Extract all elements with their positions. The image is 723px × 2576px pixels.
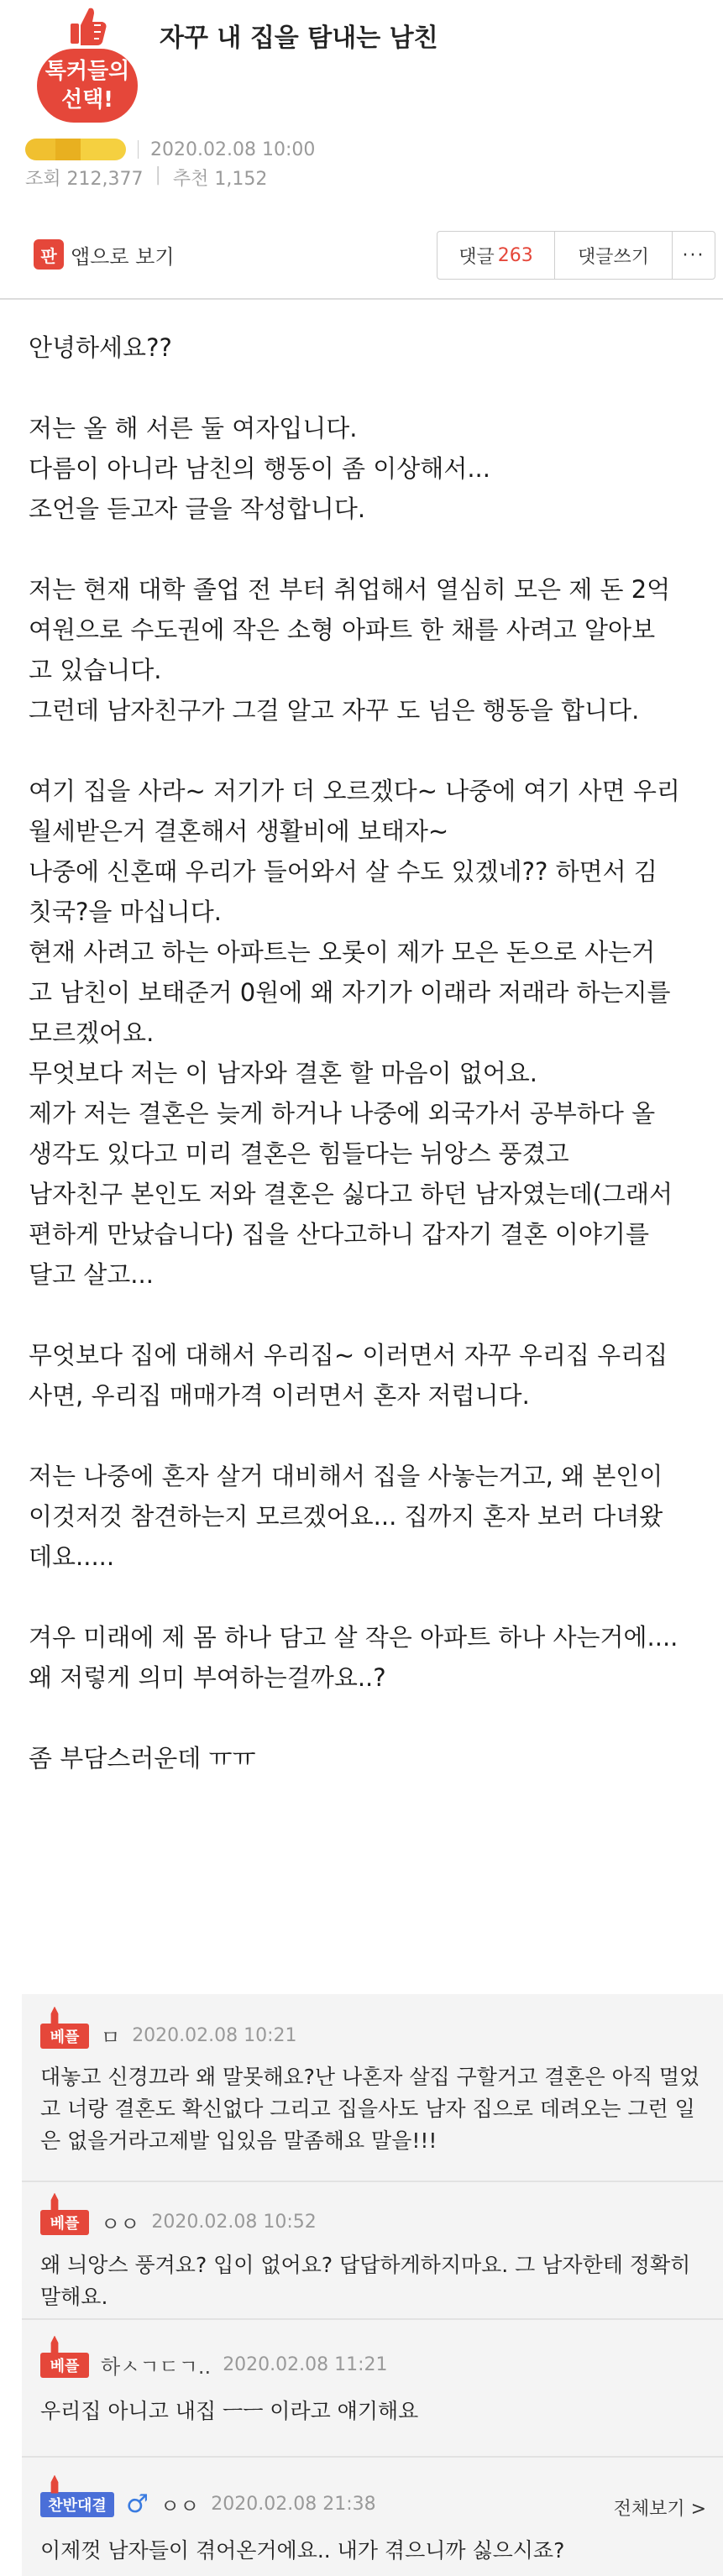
comment-item	[22, 1994, 723, 2162]
paragraph-gap	[29, 529, 700, 569]
comment-date: 2020.02.08 10:21	[132, 2025, 297, 2046]
recommend-count: 추천 1,152	[172, 169, 268, 190]
best-comments	[22, 1994, 723, 2576]
body-paragraph: 겨우 미래에 제 몸 하나 담고 살 작은 아파트 하나 사는거에.... 왜 저렇게 의미 부여하는걸까요..?	[29, 1623, 678, 1692]
open-in-app-label: 앱으로 보기	[71, 244, 175, 269]
pann-app-icon: 판	[34, 239, 64, 270]
write-comment-button[interactable]: 댓글쓰기	[555, 232, 673, 279]
divider: |	[155, 165, 161, 186]
paragraph-gap	[29, 1577, 700, 1617]
comment-text: 이제껏 남자들이 겪어온거에요.. 내가 겪으니까 싫으시죠?	[40, 2538, 565, 2563]
body-paragraph: 저는 현재 대학 졸업 전 부터 취업해서 열심히 모은 제 돈 2억 여원으로 수도권에 작은 소형 아파트 한 채를 사려고 알아보 고 있습니다. 그런데 남자친구가 그걸 알고 자꾸 도 넘은 행동을 합니다.	[29, 575, 671, 725]
comment-text: 왜 늬앙스 풍겨요? 입이 없어요? 답답하게하지마요. 그 남자한테 정확히 말해요.	[40, 2253, 691, 2309]
comment-date: 2020.02.08 11:21	[223, 2354, 388, 2375]
debate-tag: 찬반대결	[40, 2492, 114, 2517]
post-stats	[25, 165, 267, 191]
paragraph-gap	[29, 1416, 700, 1456]
paragraph-gap	[29, 730, 700, 771]
comment-author[interactable]: 하ㅅㄱㄷㄱ..	[101, 2355, 212, 2379]
view-all-link[interactable]: 전체보기 >	[613, 2499, 706, 2520]
comment-header	[40, 2490, 376, 2519]
post-meta	[25, 134, 315, 165]
best-reply-tag: 베플	[40, 2210, 89, 2235]
comment-item	[22, 2320, 723, 2429]
body-paragraph: 저는 올 해 서른 둘 여자입니다. 다름이 아니라 남친의 행동이 좀 이상해서... 조언을 듣고자 글을 작성합니다.	[29, 414, 490, 523]
author-level-icon	[25, 139, 126, 160]
best-pick-badge	[37, 5, 138, 123]
paragraph-gap	[29, 1698, 700, 1738]
best-reply-tag: 베플	[40, 2024, 89, 2049]
post-actions	[437, 231, 715, 280]
thumbs-up-icon	[69, 5, 107, 47]
open-in-app-link[interactable]	[34, 239, 175, 270]
body-paragraph: 여기 집을 사라~ 저기가 더 오르겠다~ 나중에 여기 사면 우리 월세받은거 결혼해서 생활비에 보태자~ 나중에 신혼때 우리가 들어와서 살 수도 있겠네?? 하면서 김 칫국?을 마십니다. 현재 사려고 하는 아파트는 오롯이 제가 모은 돈으로 사는거 고 남친이 보태준거 0원에 왜 자기가 이래라 저래라 하는지를 모르겠어요. 무엇보다 저는 이 남자와 결혼 할 마음이 없어요. 제가 저는 결혼은 늦게 하거나 나중에 외국가서 공부하다 올 생각도 있다고 미리 결혼은 힘들다는 뉘앙스 풍겼고 남자친구 본인도 저와 결혼은 싫다고 하던 남자였는데(그래서 편하게 만났습니다) 집을 산다고하니 갑자기 결혼 이야기를 달고 살고...	[29, 777, 680, 1289]
body-paragraph: 좀 부담스러운데 ㅠㅠ	[29, 1744, 256, 1772]
post-body	[29, 327, 700, 1778]
comments-button[interactable]	[437, 232, 555, 279]
male-icon: ♂	[126, 2490, 149, 2519]
paragraph-gap	[29, 368, 700, 408]
view-count: 조회 212,377	[25, 169, 144, 190]
post-date: 2020.02.08 10:00	[150, 139, 316, 160]
comment-text: 대놓고 신경끄라 왜 말못해요?난 나혼자 살집 구할거고 결혼은 아직 멀었 고 너랑 결혼도 확신없다 그리고 집을사도 남자 집으로 데려오는 그런 일 은 없을거라고제발 입있음 말좀해요 말을!!!	[40, 2065, 700, 2153]
best-reply-tag: 베플	[40, 2353, 89, 2378]
more-menu-button[interactable]: ···	[682, 244, 705, 266]
comment-text: 우리집 아니고 내집 ㅡㅡ 이라고 얘기해요	[40, 2399, 419, 2423]
comment-date: 2020.02.08 10:52	[151, 2212, 317, 2233]
comment-date: 2020.02.08 21:38	[211, 2494, 376, 2515]
body-paragraph: 무엇보다 집에 대해서 우리집~ 이러면서 자꾸 우리집 우리집 사면, 우리집 매매가격 이러면서 혼자 저럽니다.	[29, 1341, 668, 1410]
best-pick-label: 톡커들의 선택!	[37, 49, 138, 123]
comments-count: 263	[497, 244, 533, 266]
comment-author[interactable]: ㅁ	[101, 2026, 121, 2050]
comment-author[interactable]: ㅇㅇ	[101, 2212, 140, 2236]
comment-header	[40, 2021, 297, 2050]
header-divider	[0, 298, 723, 300]
comment-author[interactable]: ㅇㅇ	[160, 2495, 200, 2518]
comment-header	[40, 2207, 317, 2237]
divider	[138, 140, 139, 159]
comments-label: 댓글	[458, 246, 495, 268]
comment-item	[22, 2458, 723, 2575]
paragraph-gap	[29, 1295, 700, 1335]
post-header	[0, 0, 723, 294]
post-title: 자꾸 내 집을 탐내는 남친	[160, 24, 438, 53]
body-paragraph: 안녕하세요??	[29, 333, 172, 362]
comment-item	[22, 2182, 723, 2317]
comment-header	[40, 2350, 388, 2380]
body-paragraph: 저는 나중에 혼자 살거 대비해서 집을 사놓는거고, 왜 본인이 이것저것 참견하는지 모르겠어요... 집까지 혼자 보러 다녀왔 데요.....	[29, 1462, 663, 1571]
